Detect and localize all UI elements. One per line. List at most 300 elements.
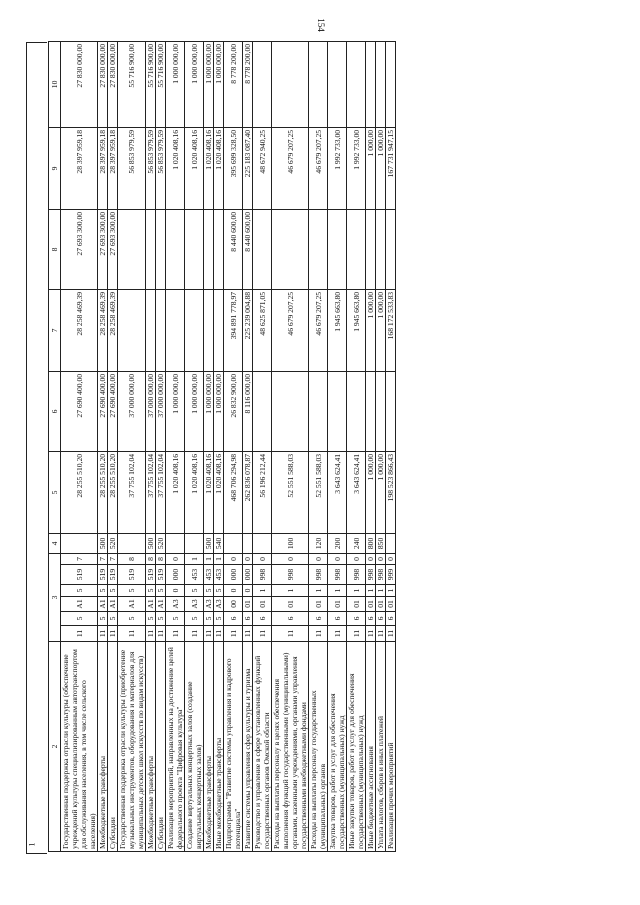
table-row — [108, 41, 118, 851]
amount-cell: 37 000 000,00 — [118, 371, 146, 451]
row-name-cell: Создание виртуальных концертных залов (создание виртуальных концертных залов) — [185, 642, 204, 852]
code-cell: 5 — [204, 585, 214, 597]
code-cell: 100 — [272, 533, 309, 553]
amount-cell: 1 020 408,16 — [185, 451, 204, 533]
table-row — [224, 41, 243, 851]
amount-cell: 27 830 000,00 — [98, 41, 108, 127]
amount-cell: 262 836 078,87 — [243, 451, 253, 533]
amount-cell: 1 020 408,16 — [204, 451, 214, 533]
code-cell: 01 — [386, 597, 396, 612]
amount-cell: 56 853 979,59 — [156, 127, 166, 209]
amount-cell: 1 000,00 — [366, 127, 376, 209]
amount-cell — [347, 41, 366, 127]
amount-cell — [386, 41, 396, 127]
amount-cell: 225 183 087,40 — [243, 127, 253, 209]
amount-cell: 55 716 900,00 — [118, 41, 146, 127]
code-cell: A3 — [185, 597, 204, 612]
amount-cell: 1 945 663,80 — [328, 289, 347, 371]
code-cell: 0 — [272, 553, 309, 564]
code-cell — [166, 533, 185, 553]
amount-cell — [156, 209, 166, 289]
amount-cell: 27 830 000,00 — [108, 41, 118, 127]
table-row — [366, 41, 376, 851]
amount-cell — [328, 371, 347, 451]
amount-cell: 1 020 408,16 — [214, 451, 224, 533]
amount-cell — [386, 209, 396, 289]
code-cell: 520 — [156, 533, 166, 553]
code-cell: A1 — [61, 597, 98, 612]
code-cell: 11 — [214, 626, 224, 642]
code-cell: 01 — [347, 597, 366, 612]
code-cell: 500 — [204, 533, 214, 553]
col-header: 10 — [49, 41, 61, 127]
code-cell: 000 — [243, 565, 253, 585]
code-cell: 1 — [204, 553, 214, 564]
row-name-cell: Межбюджетные трансферты — [98, 642, 108, 852]
table-row — [386, 41, 396, 851]
code-cell: 8 — [156, 553, 166, 564]
code-cell: 00 — [224, 597, 243, 612]
amount-cell: 1 000 000,00 — [166, 371, 185, 451]
code-cell: 6 — [386, 612, 396, 626]
code-cell: 240 — [347, 533, 366, 553]
code-cell: 453 — [214, 565, 224, 585]
table-row — [272, 41, 309, 851]
table-row — [243, 41, 253, 851]
code-cell: 519 — [118, 565, 146, 585]
code-cell: 5 — [214, 612, 224, 626]
code-cell: 0 — [376, 553, 386, 564]
amount-cell: 46 679 207,25 — [272, 127, 309, 209]
page-number: 154 — [316, 18, 326, 32]
table-row — [118, 41, 146, 851]
code-cell: 11 — [347, 626, 366, 642]
code-cell: 7 — [61, 553, 98, 564]
code-cell: 519 — [146, 565, 156, 585]
amount-cell: 37 000 000,00 — [156, 371, 166, 451]
code-cell: 200 — [328, 533, 347, 553]
amount-cell: 28 255 510,20 — [98, 451, 108, 533]
code-cell: A3 — [204, 597, 214, 612]
amount-cell — [347, 209, 366, 289]
code-cell: 998 — [347, 565, 366, 585]
amount-cell: 1 000 000,00 — [185, 41, 204, 127]
table-row — [98, 41, 108, 851]
code-cell: 11 — [98, 626, 108, 642]
amount-cell — [309, 371, 328, 451]
table-row — [146, 41, 156, 851]
row-number-column — [26, 42, 47, 854]
code-cell: 5 — [118, 612, 146, 626]
code-cell — [253, 533, 272, 553]
amount-cell: 28 258 469,39 — [108, 289, 118, 371]
code-cell: 5 — [108, 585, 118, 597]
amount-cell — [309, 41, 328, 127]
code-cell: 5 — [98, 612, 108, 626]
code-cell: 120 — [309, 533, 328, 553]
col-header: 6 — [49, 371, 61, 451]
amount-cell: 394 891 778,97 — [224, 289, 243, 371]
table-row — [309, 41, 328, 851]
code-cell: 453 — [185, 565, 204, 585]
code-cell: 000 — [166, 565, 185, 585]
row-name-cell: Реализация прочих мероприятий — [386, 642, 396, 852]
amount-cell: 1 020 408,16 — [214, 127, 224, 209]
amount-cell: 28 397 959,18 — [61, 127, 98, 209]
col-header: 5 — [49, 451, 61, 533]
code-cell: 998 — [376, 565, 386, 585]
amount-cell: 27 690 400,00 — [108, 371, 118, 451]
amount-cell: 468 706 294,98 — [224, 451, 243, 533]
amount-cell: 48 625 871,05 — [253, 289, 272, 371]
code-cell: 998 — [366, 565, 376, 585]
code-cell: A1 — [98, 597, 108, 612]
amount-cell: 46 679 207,25 — [272, 289, 309, 371]
code-cell: 5 — [156, 585, 166, 597]
code-cell — [61, 533, 98, 553]
amount-cell: 1 020 408,16 — [166, 451, 185, 533]
code-cell: 0 — [224, 553, 243, 564]
code-cell: 998 — [272, 565, 309, 585]
code-cell: 11 — [309, 626, 328, 642]
amount-cell: 395 699 328,50 — [224, 127, 243, 209]
row-name-cell: Расходы на выплаты персоналу в целях обеспечения выполнения функций государственными (муниципальными) органами, казенными учреждениями, органами управления государственными внебюджетными фондами — [272, 642, 309, 852]
code-cell: 5 — [156, 612, 166, 626]
code-cell: 0 — [309, 553, 328, 564]
amount-cell: 1 000,00 — [376, 127, 386, 209]
amount-cell — [253, 371, 272, 451]
code-cell: 0 — [243, 585, 253, 597]
row-name-cell: Подпрограмма "Развитие системы управления и кадрового потенциала" — [224, 642, 243, 852]
code-cell: 0 — [347, 553, 366, 564]
code-cell: 5 — [185, 585, 204, 597]
code-cell: 01 — [243, 597, 253, 612]
code-cell — [118, 533, 146, 553]
amount-cell — [328, 41, 347, 127]
code-cell — [224, 533, 243, 553]
code-cell: 11 — [108, 626, 118, 642]
amount-cell: 8 778 200,00 — [243, 41, 253, 127]
amount-cell: 1 000,00 — [366, 289, 376, 371]
code-cell: A1 — [118, 597, 146, 612]
code-cell: 8 — [118, 553, 146, 564]
code-cell: 0 — [328, 553, 347, 564]
code-cell: 1 — [309, 585, 328, 597]
code-cell: 519 — [108, 565, 118, 585]
table-body — [49, 41, 396, 851]
amount-cell — [185, 289, 204, 371]
code-cell: 1 — [386, 585, 396, 597]
code-cell: 8 — [146, 553, 156, 564]
table-row — [376, 41, 386, 851]
amount-cell: 1 992 733,00 — [328, 127, 347, 209]
code-cell: 7 — [108, 553, 118, 564]
row-name-cell: Реализация мероприятий, направленных на достижение целей федерального проекта "Цифровая культура" — [166, 642, 185, 852]
amount-cell: 8 116 000,00 — [243, 371, 253, 451]
amount-cell: 56 853 979,59 — [146, 127, 156, 209]
code-cell: 0 — [166, 553, 185, 564]
table-row — [185, 41, 204, 851]
code-cell: 1 — [214, 553, 224, 564]
row-name-cell: Иные бюджетные ассигнования — [366, 642, 376, 852]
row-name-cell: Субсидии — [156, 642, 166, 852]
code-cell: 11 — [366, 626, 376, 642]
amount-cell: 28 255 510,20 — [61, 451, 98, 533]
budget-table — [48, 41, 396, 852]
amount-cell — [366, 209, 376, 289]
amount-cell: 27 830 000,00 — [61, 41, 98, 127]
code-cell: 01 — [272, 597, 309, 612]
code-cell: 7 — [98, 553, 108, 564]
table-row — [214, 41, 224, 851]
code-cell: 6 — [309, 612, 328, 626]
table-row — [253, 41, 272, 851]
code-cell: A3 — [166, 597, 185, 612]
amount-cell — [204, 209, 214, 289]
code-cell: 6 — [224, 612, 243, 626]
row-name-cell: Развитие системы управления сфер культуры и туризма — [243, 642, 253, 852]
code-cell: A1 — [146, 597, 156, 612]
amount-cell: 48 672 940,25 — [253, 127, 272, 209]
code-cell: 0 — [243, 553, 253, 564]
amount-cell — [214, 209, 224, 289]
code-cell: 11 — [118, 626, 146, 642]
amount-cell: 225 239 004,88 — [243, 289, 253, 371]
col-header: 9 — [49, 127, 61, 209]
amount-cell: 1 000 000,00 — [204, 41, 214, 127]
header-row — [49, 41, 61, 851]
row-name-cell: Иные межбюджетные трансферты — [214, 642, 224, 852]
amount-cell — [204, 289, 214, 371]
amount-cell: 8 440 600,00 — [243, 209, 253, 289]
amount-cell: 37 755 102,04 — [156, 451, 166, 533]
code-cell: 5 — [214, 585, 224, 597]
amount-cell: 27 693 300,00 — [108, 209, 118, 289]
code-cell: 11 — [166, 626, 185, 642]
amount-cell — [272, 41, 309, 127]
amount-cell: 8 440 600,00 — [224, 209, 243, 289]
amount-cell — [386, 371, 396, 451]
code-cell: 1 — [272, 585, 309, 597]
amount-cell — [309, 209, 328, 289]
table-row — [347, 41, 366, 851]
col-header: 2 — [49, 642, 61, 852]
amount-cell — [166, 209, 185, 289]
row-name-cell: Государственная поддержка отрасли культуры (обеспечение учреждений культуры специализированным автотранспортом для обслуживания населения, в том числе сельского населения) — [61, 642, 98, 852]
code-cell: 500 — [98, 533, 108, 553]
row-name-cell: Межбюджетные трансферты — [146, 642, 156, 852]
amount-cell — [146, 209, 156, 289]
amount-cell: 198 523 866,43 — [386, 451, 396, 533]
col-header: 8 — [49, 209, 61, 289]
amount-cell: 1 020 408,16 — [185, 127, 204, 209]
amount-cell: 1 020 408,16 — [204, 127, 214, 209]
amount-cell: 52 551 588,03 — [309, 451, 328, 533]
table-row — [204, 41, 214, 851]
row-name-cell: Расходы на выплаты персоналу государственных (муниципальных) органов — [309, 642, 328, 852]
amount-cell — [272, 371, 309, 451]
code-cell: A1 — [156, 597, 166, 612]
amount-cell: 3 643 624,41 — [328, 451, 347, 533]
amount-cell: 37 000 000,00 — [146, 371, 156, 451]
first-column-strip — [24, 42, 48, 852]
amount-cell: 27 690 400,00 — [98, 371, 108, 451]
code-cell: 519 — [98, 565, 108, 585]
code-cell: 01 — [253, 597, 272, 612]
amount-cell: 56 196 212,44 — [253, 451, 272, 533]
amount-cell: 3 643 624,41 — [347, 451, 366, 533]
table-row — [61, 41, 98, 851]
amount-cell — [185, 209, 204, 289]
amount-cell — [253, 41, 272, 127]
code-cell: 6 — [243, 612, 253, 626]
code-cell: 5 — [118, 585, 146, 597]
budget-table-rotated — [48, 42, 614, 852]
amount-cell: 26 832 900,00 — [224, 371, 243, 451]
amount-cell: 28 255 510,20 — [108, 451, 118, 533]
amount-cell — [156, 289, 166, 371]
code-cell: 11 — [61, 626, 98, 642]
amount-cell — [146, 289, 156, 371]
amount-cell — [118, 289, 146, 371]
amount-cell: 27 690 400,00 — [61, 371, 98, 451]
code-cell: 5 — [61, 612, 98, 626]
code-cell: 0 — [253, 553, 272, 564]
code-cell: 01 — [309, 597, 328, 612]
code-cell: 6 — [347, 612, 366, 626]
code-cell: 0 — [386, 553, 396, 564]
amount-cell — [376, 41, 386, 127]
amount-cell: 55 716 900,00 — [156, 41, 166, 127]
code-cell: 1 — [328, 585, 347, 597]
amount-cell: 37 755 102,04 — [146, 451, 156, 533]
code-cell: 000 — [224, 565, 243, 585]
code-cell: 500 — [146, 533, 156, 553]
code-cell — [386, 533, 396, 553]
code-cell: 0 — [224, 585, 243, 597]
code-cell: 5 — [146, 612, 156, 626]
code-cell: 01 — [366, 597, 376, 612]
amount-cell: 1 000 000,00 — [166, 41, 185, 127]
code-cell: A3 — [214, 597, 224, 612]
row-name-cell: Иные закупки товаров, работ и услуг для обеспечения государственных (муниципальных) нужд — [347, 642, 366, 852]
code-cell: 519 — [61, 565, 98, 585]
code-cell: 11 — [204, 626, 214, 642]
row-name-cell: Закупка товаров, работ и услуг для обеспечения государственных (муниципальных) нужд — [328, 642, 347, 852]
amount-cell: 28 258 469,39 — [61, 289, 98, 371]
code-cell: 11 — [156, 626, 166, 642]
code-cell: 11 — [253, 626, 272, 642]
amount-cell: 27 693 300,00 — [98, 209, 108, 289]
amount-cell: 46 679 207,25 — [309, 127, 328, 209]
col-header: 4 — [49, 533, 61, 553]
amount-cell: 1 945 663,80 — [347, 289, 366, 371]
code-cell: 850 — [376, 533, 386, 553]
amount-cell: 52 551 588,03 — [272, 451, 309, 533]
row-name-cell: Субсидии — [108, 642, 118, 852]
amount-cell: 1 000,00 — [366, 451, 376, 533]
table-row — [166, 41, 185, 851]
code-cell: 1 — [253, 585, 272, 597]
amount-cell — [253, 209, 272, 289]
code-cell: 998 — [253, 565, 272, 585]
amount-cell: 168 172 533,83 — [386, 289, 396, 371]
amount-cell: 1 000,00 — [376, 289, 386, 371]
code-cell: 6 — [366, 612, 376, 626]
code-cell: 0 — [166, 585, 185, 597]
row-name-cell: Межбюджетные трансферты — [204, 642, 214, 852]
code-cell: 1 — [347, 585, 366, 597]
amount-cell — [214, 289, 224, 371]
amount-cell: 1 000 000,00 — [214, 41, 224, 127]
code-cell: 1 — [366, 585, 376, 597]
col-header: 7 — [49, 289, 61, 371]
row-name-cell: Руководство и управление в сфере установленных функций государственных органов Омской области — [253, 642, 272, 852]
code-cell: 999 — [386, 565, 396, 585]
table-row — [328, 41, 347, 851]
code-cell: 11 — [224, 626, 243, 642]
amount-cell — [376, 209, 386, 289]
amount-cell — [347, 371, 366, 451]
code-cell: 5 — [166, 612, 185, 626]
code-cell: 1 — [376, 585, 386, 597]
code-cell: 1 — [185, 553, 204, 564]
code-cell: 998 — [309, 565, 328, 585]
code-cell: 5 — [204, 612, 214, 626]
code-cell: 5 — [61, 585, 98, 597]
code-cell: 998 — [328, 565, 347, 585]
amount-cell — [366, 371, 376, 451]
amount-cell: 28 397 959,18 — [98, 127, 108, 209]
code-cell — [243, 533, 253, 553]
amount-cell: 56 853 979,59 — [118, 127, 146, 209]
code-cell: 11 — [328, 626, 347, 642]
amount-cell — [328, 209, 347, 289]
amount-cell: 1 000 000,00 — [204, 371, 214, 451]
code-cell: 11 — [185, 626, 204, 642]
code-cell: 01 — [376, 597, 386, 612]
code-cell: 5 — [185, 612, 204, 626]
code-cell: 6 — [328, 612, 347, 626]
code-cell: 6 — [253, 612, 272, 626]
col-header-1: 1 — [27, 842, 37, 847]
code-cell: 6 — [272, 612, 309, 626]
amount-cell: 8 778 200,00 — [224, 41, 243, 127]
code-cell: 11 — [243, 626, 253, 642]
code-cell: A1 — [108, 597, 118, 612]
amount-cell: 167 731 947,15 — [386, 127, 396, 209]
code-cell: 519 — [156, 565, 166, 585]
code-cell: 11 — [386, 626, 396, 642]
amount-cell — [272, 209, 309, 289]
code-cell: 0 — [366, 553, 376, 564]
code-cell: 800 — [366, 533, 376, 553]
code-cell: 5 — [98, 585, 108, 597]
amount-cell: 28 397 959,18 — [108, 127, 118, 209]
code-cell: 11 — [146, 626, 156, 642]
row-name-cell: Государственная поддержка отрасли культуры (приобретение музыкальных инструментов, оборудования и материалов для муниципальных детских школ искусств по видам искусств) — [118, 642, 146, 852]
col-header: 3 — [49, 553, 61, 641]
code-cell: 5 — [146, 585, 156, 597]
amount-cell — [376, 371, 386, 451]
code-cell: 453 — [204, 565, 214, 585]
amount-cell: 1 992 733,00 — [347, 127, 366, 209]
amount-cell: 1 000,00 — [376, 451, 386, 533]
code-cell — [185, 533, 204, 553]
amount-cell: 46 679 207,25 — [309, 289, 328, 371]
code-cell: 520 — [108, 533, 118, 553]
code-cell: 6 — [376, 612, 386, 626]
